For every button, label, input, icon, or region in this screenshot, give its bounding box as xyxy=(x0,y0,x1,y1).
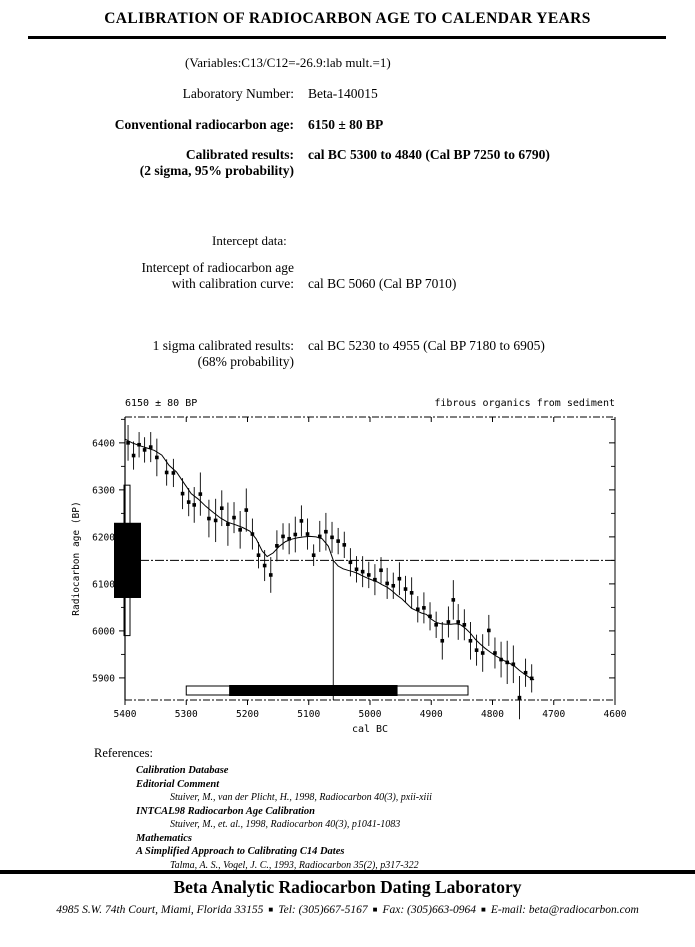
svg-text:5000: 5000 xyxy=(358,709,382,720)
svg-text:5100: 5100 xyxy=(297,709,321,720)
calibrated-results-row xyxy=(0,147,672,179)
intercept-label-line2: with calibration curve: xyxy=(171,276,294,291)
chart-title-right xyxy=(434,398,615,409)
x-axis-label xyxy=(352,724,388,735)
svg-text:4900: 4900 xyxy=(419,709,443,720)
svg-text:6100: 6100 xyxy=(92,579,115,591)
svg-text:4800: 4800 xyxy=(481,709,504,720)
reference-citation: Talma, A. S., Vogel, J. C., 1993, Radiocarbon 35(2), p317-322 xyxy=(170,859,419,871)
one-sigma-label-block xyxy=(0,338,294,370)
svg-text:5200: 5200 xyxy=(236,709,259,720)
chart-title-left xyxy=(125,398,197,409)
bullet-separator xyxy=(263,904,278,916)
variables-line: (Variables:C13/C12=-26.9:lab mult.=1) xyxy=(185,55,391,70)
calibrated-results-label-block xyxy=(0,147,294,179)
calibrated-range-bar xyxy=(186,685,468,696)
reference-citation: Stuiver, M., et. al., 1998, Radiocarbon 40(3), p1041-1083 xyxy=(170,819,401,830)
svg-text:5400: 5400 xyxy=(113,709,137,720)
page-title: CALIBRATION OF RADIOCARBON AGE TO CALENDAR YEARS xyxy=(104,10,591,27)
bullet-separator xyxy=(368,904,383,916)
y-axis-label xyxy=(71,501,82,615)
intercept-crosshair xyxy=(125,560,615,700)
y-axis-ticks xyxy=(92,419,615,684)
conventional-age-value: 6150 ± 80 BP xyxy=(308,117,384,132)
reference-header: Calibration Database xyxy=(136,765,229,776)
one-sigma-label: 1 sigma calibrated results: xyxy=(152,338,294,353)
intercept-label-block xyxy=(0,260,294,292)
svg-text:fibrous organics from sediment: fibrous organics from sediment xyxy=(434,398,615,409)
bullet-separator xyxy=(476,904,491,916)
svg-text:Radiocarbon age (BP): Radiocarbon age (BP) xyxy=(71,501,82,616)
svg-text:5900: 5900 xyxy=(92,673,115,685)
svg-text:4700: 4700 xyxy=(542,709,566,720)
svg-text:6000: 6000 xyxy=(92,626,115,638)
footer-lab-name: Beta Analytic Radiocarbon Dating Laboratory xyxy=(173,877,522,897)
svg-text:4600: 4600 xyxy=(603,709,627,720)
reference-header: INTCAL98 Radiocarbon Age Calibration xyxy=(136,805,316,817)
svg-text:6150 ± 80 BP: 6150 ± 80 BP xyxy=(125,398,198,409)
plot-frame xyxy=(125,417,615,700)
lab-number-row xyxy=(0,86,672,102)
footer-contact-line xyxy=(0,904,695,916)
intercept-value: cal BC 5060 (Cal BP 7010) xyxy=(308,276,457,291)
footer-tel: Tel: (305)667-5167 xyxy=(278,904,368,916)
lab-number-label: Laboratory Number: xyxy=(182,86,294,101)
svg-text:5300: 5300 xyxy=(174,709,198,720)
calibration-chart-svg xyxy=(66,394,688,744)
reference-header: Editorial Comment xyxy=(136,778,220,790)
reference-header: Mathematics xyxy=(136,832,193,844)
footer-rule xyxy=(0,870,695,874)
svg-text:6400: 6400 xyxy=(92,438,115,450)
footer-email: E-mail: beta@radiocarbon.com xyxy=(490,904,639,916)
calibration-chart xyxy=(66,394,688,744)
lab-number-value: Beta-140015 xyxy=(308,86,378,101)
conventional-age-label: Conventional radiocarbon age: xyxy=(114,117,294,132)
svg-text:cal BC: cal BC xyxy=(351,724,389,735)
one-sigma-value: cal BC 5230 to 4955 (Cal BP 7180 to 6905) xyxy=(308,338,545,353)
footer-address: 4985 S.W. 74th Court, Miami, Florida 33155 xyxy=(56,904,264,916)
calibrated-results-label: Calibrated results: xyxy=(185,147,294,162)
intercept-row xyxy=(0,260,672,292)
one-sigma-row xyxy=(0,338,672,370)
data-points xyxy=(126,425,533,719)
references-list xyxy=(94,764,432,872)
conventional-age-row xyxy=(0,117,672,133)
intercept-label-line1: Intercept of radiocarbon age xyxy=(141,260,294,275)
calibration-curve xyxy=(125,439,534,680)
x-axis-ticks xyxy=(114,417,627,720)
one-sigma-sublabel: (68% probability) xyxy=(197,354,294,369)
svg-text:6300: 6300 xyxy=(92,485,115,497)
reference-citation: Stuiver, M., van der Plicht, H., 1998, Radiocarbon 40(3), pxii-xiii xyxy=(170,792,432,803)
calibrated-results-value: cal BC 5300 to 4840 (Cal BP 7250 to 6790) xyxy=(308,147,550,162)
svg-text:6200: 6200 xyxy=(92,532,115,544)
calibrated-results-sublabel: (2 sigma, 95% probability) xyxy=(139,163,294,178)
title-rule xyxy=(28,36,666,39)
intercept-data-heading: Intercept data: xyxy=(212,233,287,248)
references-section xyxy=(94,746,432,872)
references-heading: References: xyxy=(94,746,153,760)
footer-fax: Fax: (305)663-0964 xyxy=(382,904,477,916)
reference-header: A Simplified Approach to Calibrating C14 Dates xyxy=(136,846,345,857)
